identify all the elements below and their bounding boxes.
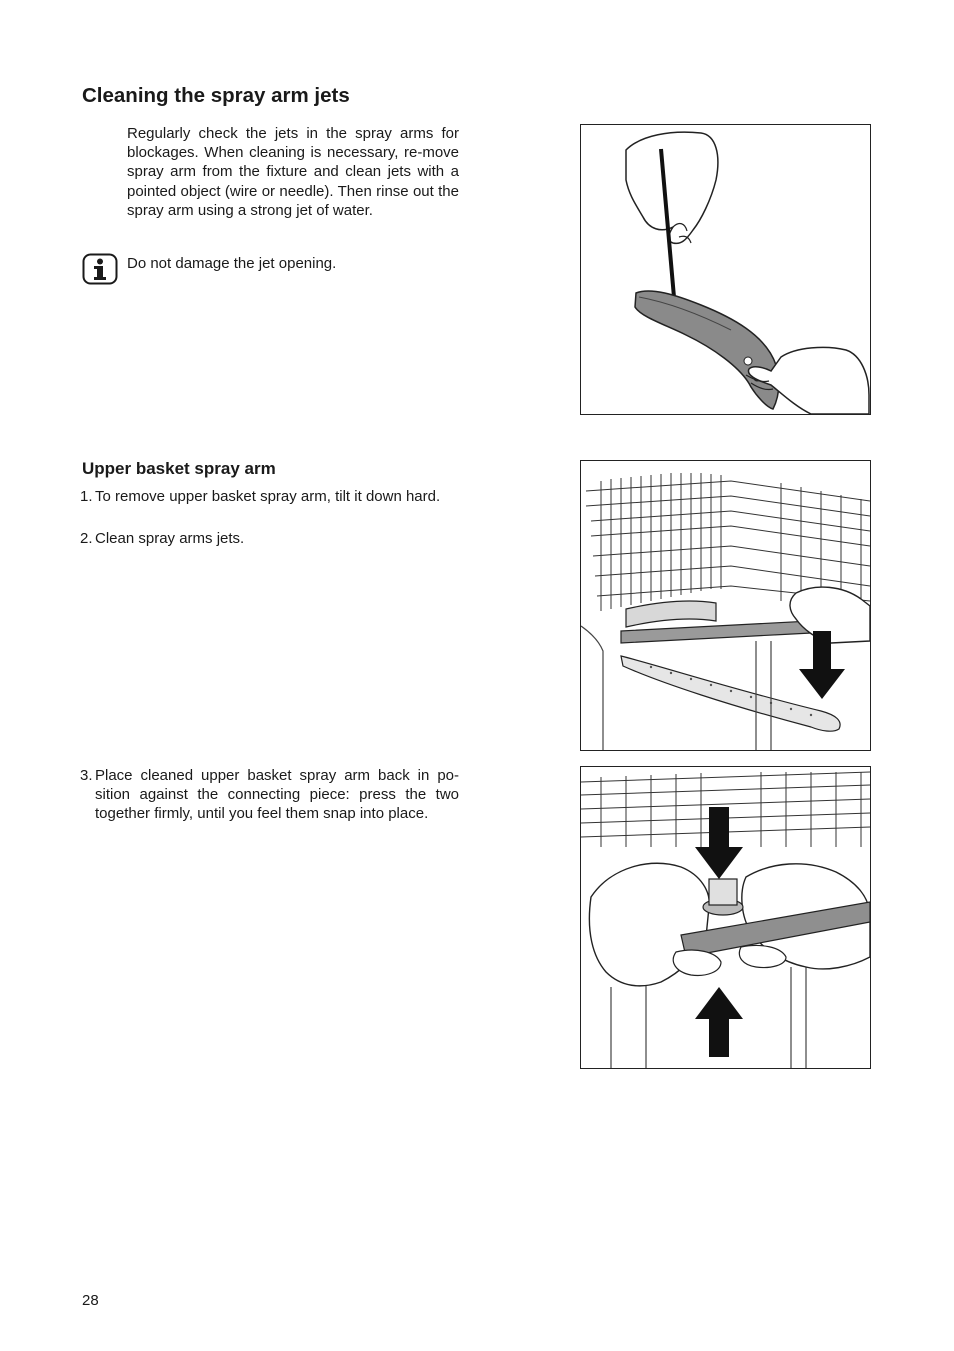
step-text: Clean spray arms jets. [95, 530, 245, 547]
figure-remove-spray-arm [580, 460, 871, 751]
list-item [80, 529, 459, 548]
figure-cleaning-jets [580, 124, 871, 415]
section-title-upper-basket: Upper basket spray arm [82, 459, 276, 478]
step-text: Place cleaned upper basket spray arm back in po-sition against the connecting piece: press the two together firmly, until you feel them snap into place. [95, 767, 459, 823]
page-number: 28 [82, 1292, 99, 1309]
list-item [80, 766, 459, 824]
cleaning-body-text: Regularly check the jets in the spray arms for blockages. When cleaning is necessary, re-move spray arm from the fixture and clean jets with a pointed object (wire or needle). Then rinse out the spray arm using a strong jet of water. [127, 125, 459, 219]
step-number: 1. [80, 488, 93, 505]
step-text: To remove upper basket spray arm, tilt it down hard. [95, 488, 441, 505]
section-title-cleaning: Cleaning the spray arm jets [82, 84, 350, 107]
step-number: 3. [80, 767, 93, 784]
info-icon [82, 253, 118, 285]
list-item [80, 487, 459, 506]
step-number: 2. [80, 530, 93, 547]
note-text: Do not damage the jet opening. [127, 255, 337, 272]
figure-attach-spray-arm [580, 766, 871, 1069]
